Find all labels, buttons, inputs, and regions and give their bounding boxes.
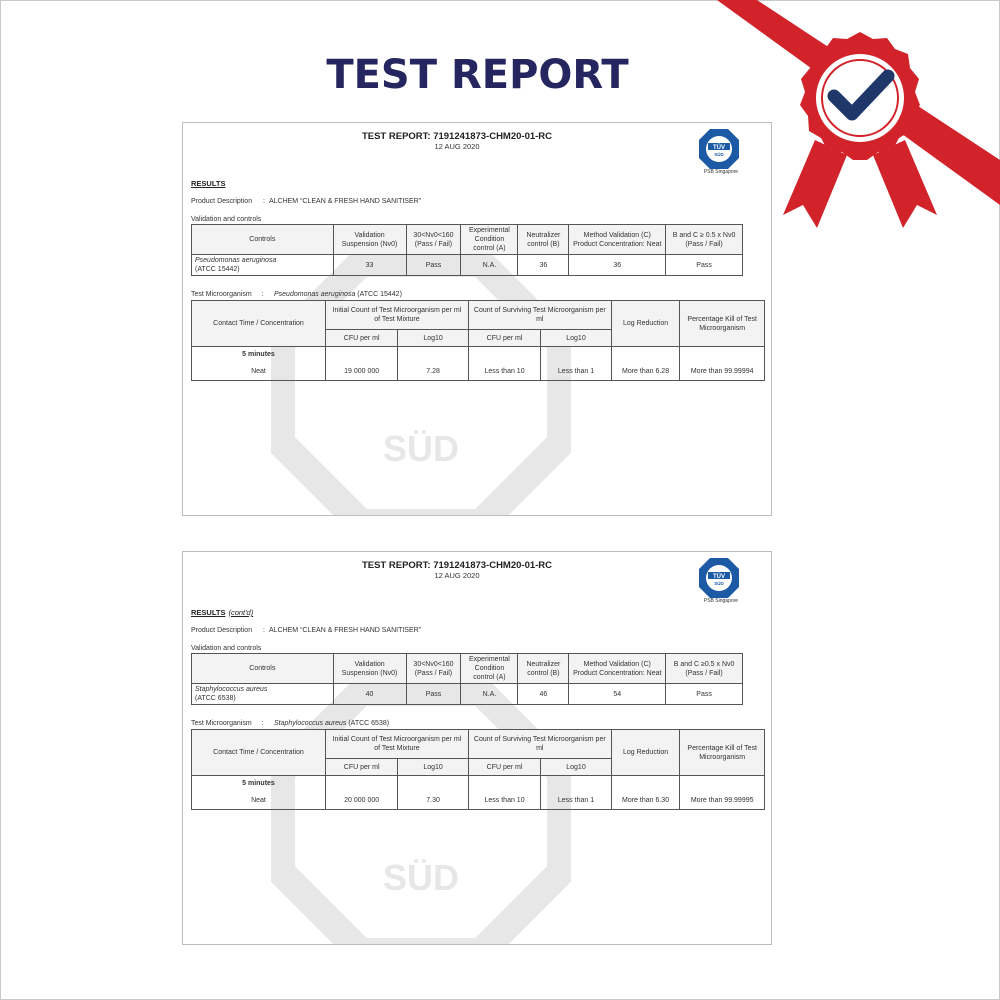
validation-label: Validation and controls (191, 216, 262, 223)
report-sheet-1 (182, 122, 772, 516)
svg-text:SÜD: SÜD (382, 857, 460, 898)
svg-text:TÜV: TÜV (713, 574, 725, 580)
report-number: TEST REPORT: 7191241873-CHM20-01-RC (361, 131, 553, 142)
count-table: Contact Time / Concentration Initial Count of Test Microorganism per ml of Test Mixture Count of Surviving Test Microorganism per ml Log Reduction Percentage Kill of Test Microorganism CFU per ml Log10 CFU per ml Log10 5 minutes Neat 20 000 000 7.30 Less than 10 Less than 1 More than 6.30 More than 99.99995 (191, 729, 765, 810)
product-description: Product Description : ALCHEM “CLEAN & FRESH HAND SANITISER” (191, 198, 422, 205)
psb-label: PSB Singapore (703, 169, 739, 175)
validation-row: Staphylococcus aureus (ATCC 6538) 40 Pass N.A. 46 54 Pass (192, 684, 743, 705)
tuv-logo-icon (698, 128, 740, 170)
validation-row: Pseudomonas aeruginosa (ATCC 15442) 33 Pass N.A. 36 36 Pass (192, 255, 743, 276)
results-heading: RESULTS (191, 179, 226, 188)
report-sheet-2 (182, 551, 772, 945)
test-microorganism: Test Microorganism : Pseudomonas aeruginosa (ATCC 15442) (191, 291, 402, 298)
product-description: Product Description : ALCHEM “CLEAN & FRESH HAND SANITISER” (191, 627, 422, 634)
count-table: Contact Time / Concentration Initial Count of Test Microorganism per ml of Test Mixture Count of Surviving Test Microorganism per ml Log Reduction Percentage Kill of Test Microorganism CFU per ml Log10 CFU per ml Log10 5 minutes Neat 19 000 000 7.28 Less than 10 Less than 1 More than 6.28 More than 99.99994 (191, 300, 765, 381)
tuv-logo-icon (698, 557, 740, 599)
svg-text:SÜD: SÜD (382, 428, 460, 469)
test-microorganism: Test Microorganism : Staphylococcus aureus (ATCC 6538) (191, 720, 390, 727)
report-number: TEST REPORT: 7191241873-CHM20-01-RC (361, 560, 553, 571)
validation-table: Controls Validation Suspension (Nv0) 30<Nv0<160 (Pass / Fail) Experimental Condition control (A) Neutralizer control (B) Method Validation (C) Product Concentration: Neat B and C ≥ 0.5 x Nv0 (Pass / Fail) Pseudomonas aeruginosa (ATCC 15442) 33 Pass N.A. 36 36 Pass (191, 224, 743, 276)
validation-table: Controls Validation Suspension (Nv0) 30<Nv0<160 (Pass / Fail) Experimental Condition control (A) Neutralizer control (B) Method Validation (C) Product Concentration: Neat B and C ≥0.5 x Nv0 (Pass / Fail) Staphylococcus aureus (ATCC 6538) 40 Pass N.A. 46 54 Pass (191, 653, 743, 705)
count-row: Neat 19 000 000 7.28 Less than 10 Less than 1 More than 6.28 More than 99.99994 (192, 362, 765, 381)
results-heading: RESULTS (cont'd) (191, 608, 254, 617)
page-title: TEST REPORT (326, 52, 629, 98)
report-date: 12 AUG 2020 (434, 142, 480, 151)
svg-text:SÜD: SÜD (714, 152, 724, 157)
count-row: Neat 20 000 000 7.30 Less than 10 Less than 1 More than 6.30 More than 99.99995 (192, 791, 765, 810)
validation-label: Validation and controls (191, 645, 262, 652)
svg-text:TÜV: TÜV (713, 145, 725, 151)
report-date: 12 AUG 2020 (434, 571, 480, 580)
svg-text:SÜD: SÜD (714, 581, 724, 586)
psb-label: PSB Singapore (703, 598, 739, 604)
